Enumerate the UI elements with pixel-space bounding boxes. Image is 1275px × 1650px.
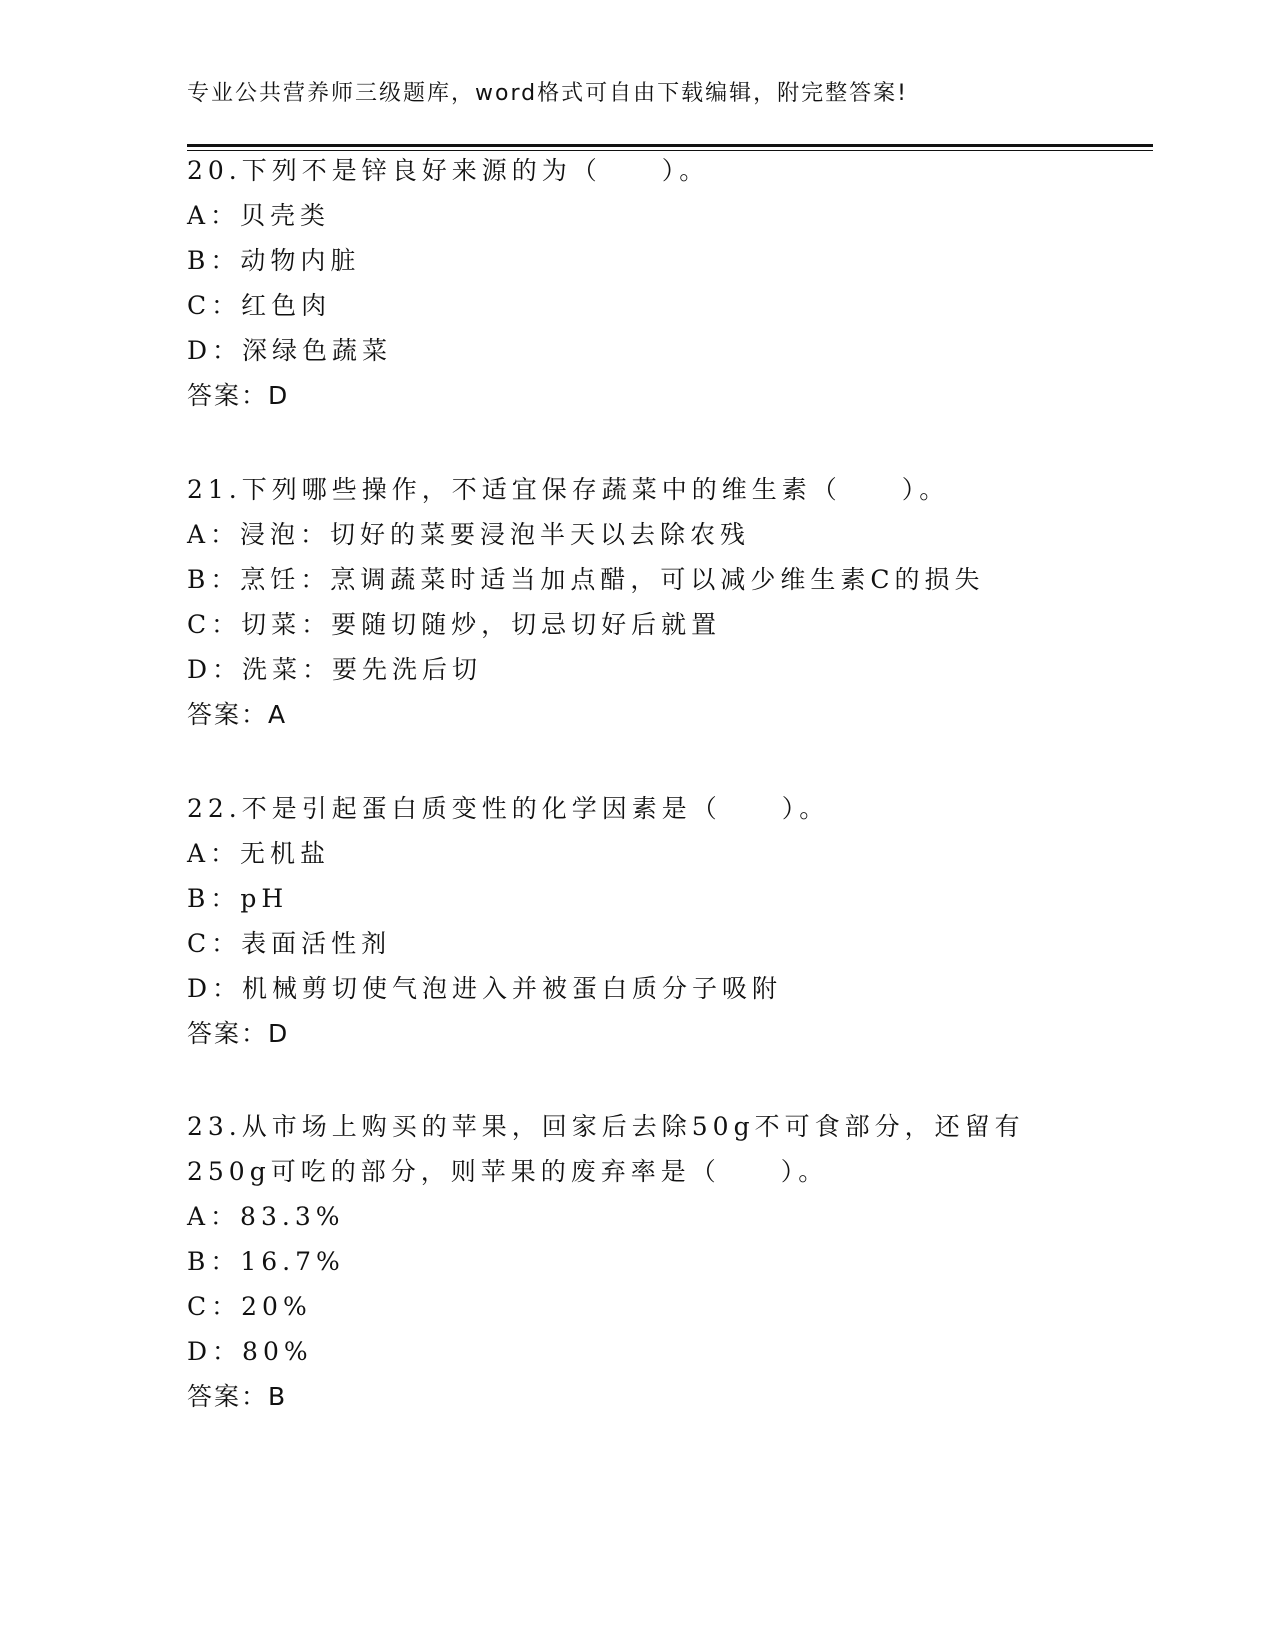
option-c: C：表面活性剂	[187, 929, 392, 958]
option-b: B：烹饪：烹调蔬菜时适当加点醋，可以减少维生素C的损失	[187, 565, 985, 594]
option-a: A：浸泡：切好的菜要浸泡半天以去除农残	[187, 520, 751, 549]
option-d: D：洗菜：要先洗后切	[187, 655, 483, 684]
page-header: 专业公共营养师三级题库，word格式可自由下载编辑，附完整答案!	[187, 81, 908, 106]
question-20	[187, 148, 1087, 418]
option-d: D：深绿色蔬菜	[187, 336, 393, 365]
option-c: C：20%	[187, 1292, 312, 1321]
header-rule-thick	[187, 144, 1153, 147]
option-c: C：红色肉	[187, 291, 332, 320]
question-text: 22.不是引起蛋白质变性的化学因素是（ ）。	[187, 794, 830, 823]
option-d: D：机械剪切使气泡进入并被蛋白质分子吸附	[187, 974, 783, 1003]
question-22	[187, 786, 1087, 1056]
answer: 答案：D	[187, 381, 290, 410]
answer: 答案：A	[187, 700, 288, 729]
option-b: B：动物内脏	[187, 246, 361, 275]
question-text: 21.下列哪些操作，不适宜保存蔬菜中的维生素（ ）。	[187, 475, 950, 504]
question-text: 20.下列不是锌良好来源的为（ ）。	[187, 156, 710, 185]
option-b: B：16.7%	[187, 1247, 345, 1276]
option-a: A：贝壳类	[187, 201, 331, 230]
option-b: B：pH	[187, 884, 289, 913]
question-21	[187, 467, 1087, 737]
option-a: A：83.3%	[187, 1202, 345, 1231]
answer: 答案：B	[187, 1382, 288, 1411]
answer: 答案：D	[187, 1019, 290, 1048]
option-d: D：80%	[187, 1337, 313, 1366]
question-23	[187, 1104, 1087, 1419]
option-a: A：无机盐	[187, 839, 331, 868]
option-c: C：切菜：要随切随炒，切忌切好后就置	[187, 610, 722, 639]
question-text: 23.从市场上购买的苹果，回家后去除50g不可食部分，还留有250g可吃的部分，则苹果的废弃率是（ ）。	[187, 1112, 1025, 1186]
